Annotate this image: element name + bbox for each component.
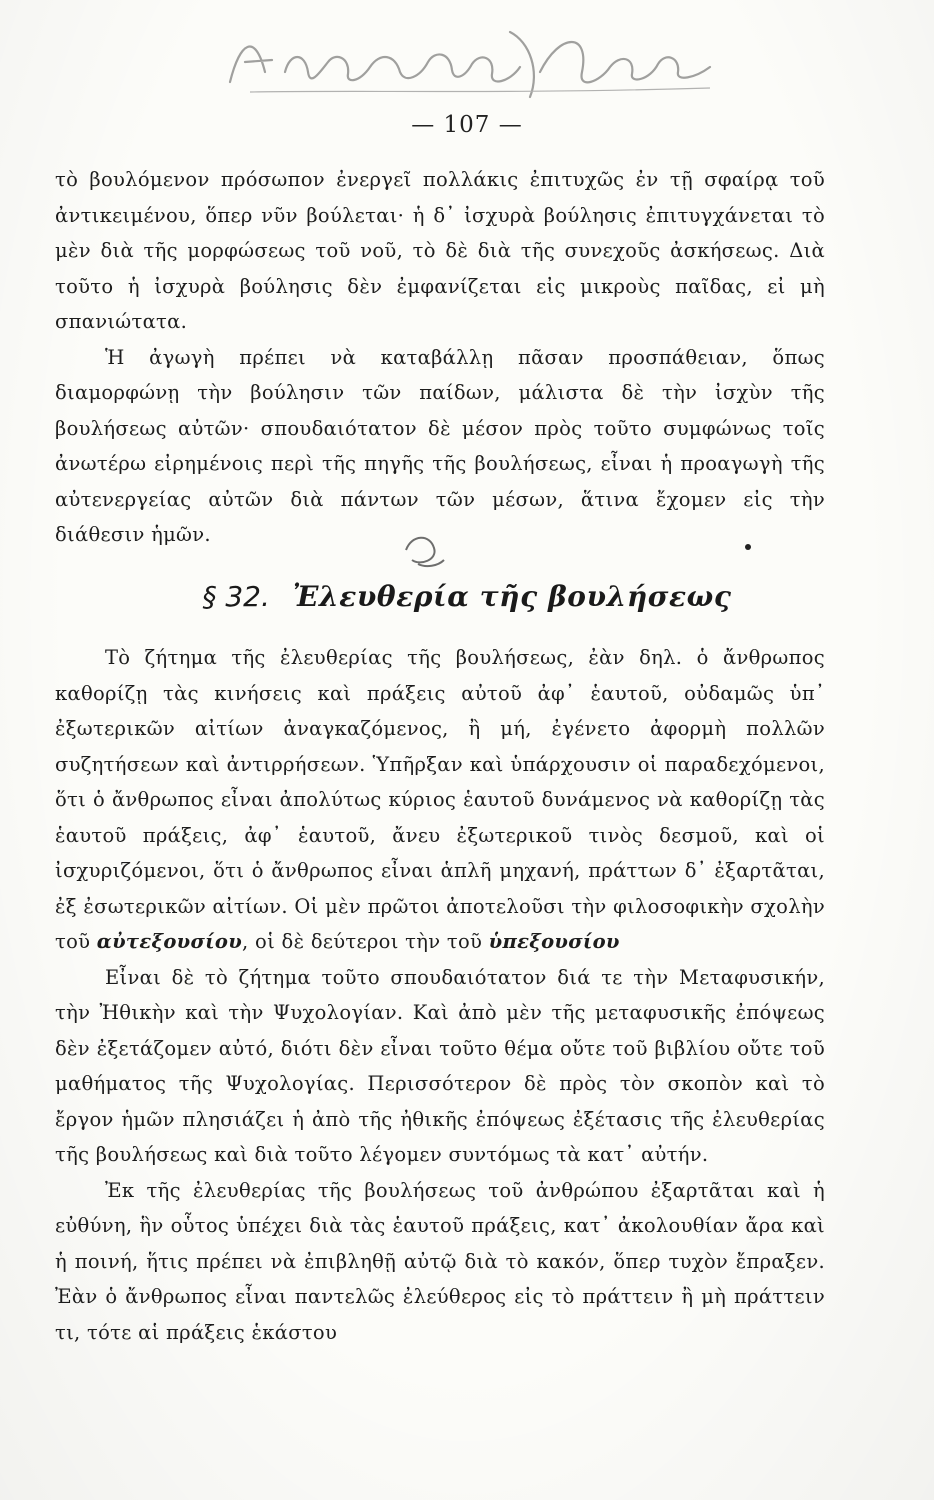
paragraph-text: , οἱ δὲ δεύτεροι τὴν τοῦ <box>242 930 483 953</box>
term-ypexousiou: ὑπεξουσίου <box>488 930 620 953</box>
paragraph-freedom-question <box>55 640 825 960</box>
page-number: — 107 — <box>411 112 523 138</box>
paragraph-importance: Εἶναι δὲ τὸ ζήτημα τοῦτο σπουδαιότατον διά τε τὴν Μεταφυσικήν, τὴν Ἠθικὴν καὶ τὴν Ψυχολογίαν. Καὶ ἀπὸ μὲν τῆς μεταφυσικῆς ἐπόψεως δὲν ἐξετάζομεν αὐτό, διότι δὲν εἶναι τοῦτο θέμα οὔτε τοῦ βιβλίου οὔτε τοῦ μαθήματος τῆς Ψυχολογίας. Περισσότερον δὲ πρὸς τὸν σκοπὸν καὶ τὸ ἔργον ἡμῶν πλησιάζει ἡ ἀπὸ τῆς ἠθικῆς ἐπόψεως ἐξέτασις τῆς ἐλευθερίας τῆς βουλήσεως καὶ διὰ τοῦτο λέγομεν συντόμως τὰ κατ᾿ αὐτήν. <box>55 965 825 1166</box>
handwritten-signature <box>210 12 730 107</box>
section-title: Ἐλευθερία τῆς βουλήσεως <box>292 580 732 613</box>
ink-dot <box>745 544 751 550</box>
paragraph-continued: τὸ βουλόμενον πρόσωπον ἐνεργεῖ πολλάκις ἐπιτυχῶς ἐν τῇ σφαίρᾳ τοῦ ἀντικειμένου, ὅπερ νῦν βούλεται· ἡ δ᾿ ἰσχυρὰ βούλησις ἐπιτυγχάνεται τὸ μὲν διὰ τῆς μορφώσεως τοῦ νοῦ, τὸ δὲ διὰ τῆς συνεχοῦς ἀσκήσεως. Διὰ τοῦτο ἡ ἰσχυρὰ βούλησις δὲν ἐμφανίζεται εἰς μικροὺς παῖδας, εἰ μὴ σπανιώτατα. <box>55 168 825 333</box>
section-number: § 32. <box>202 580 270 613</box>
text-block-bottom <box>55 640 825 1350</box>
paragraph-responsibility: Ἐκ τῆς ἐλευθερίας τῆς βουλήσεως τοῦ ἀνθρώπου ἐξαρτᾶται καὶ ἡ εὐθύνη, ἣν οὗτος ὑπέχει διὰ τὰς ἑαυτοῦ πράξεις, κατ᾿ ἀκολουθίαν ἄρα καὶ ἡ ποινή, ἥτις πρέπει νὰ ἐπιβληθῇ αὐτῷ διὰ τὸ κακόν, ὅπερ τυχὸν ἔπραξεν. Ἐὰν ὁ ἄνθρωπος εἶναι παντελῶς ἐλεύθερος εἰς τὸ πράττειν ἢ μὴ πράττειν τι, τότε αἱ πράξεις ἑκάστου <box>55 1178 825 1344</box>
section-heading <box>0 580 934 613</box>
text-block-top <box>55 162 825 553</box>
ink-scribble-mark <box>400 530 448 570</box>
term-autexousiou: αὐτεξουσίου <box>96 930 243 953</box>
paragraph-education: Ἡ ἀγωγὴ πρέπει νὰ καταβάλλῃ πᾶσαν προσπάθειαν, ὅπως διαμορφώνῃ τὴν βούλησιν τῶν παίδων, μάλιστα δὲ τὴν ἰσχὺν τῆς βουλήσεως αὐτῶν· σπουδαιότατον δὲ μέσον πρὸς τοῦτο συμφώνως τοῖς ἀνωτέρω εἰρημένοις περὶ τῆς πηγῆς τῆς βουλήσεως, εἶναι ἡ προαγωγὴ τῆς αὐτενεργείας αὐτῶν διὰ πάντων τῶν μέσων, ἅτινα ἔχομεν εἰς τὴν διάθεσιν ἡμῶν. <box>55 345 825 546</box>
paragraph-text: Τὸ ζήτημα τῆς ἐλευθερίας τῆς βουλήσεως, ἐὰν δηλ. ὁ ἄνθρωπος καθορίζῃ τὰς κινήσεις καὶ πράξεις αὐτοῦ ἀφ᾿ ἑαυτοῦ, οὐδαμῶς ὑπ᾿ ἐξωτερικῶν αἰτίων ἀναγκαζόμενος, ἢ μή, ἐγένετο ἀφορμὴ πολλῶν συζητήσεων καὶ ἀντιρρήσεων. Ὑπῆρξαν καὶ ὑπάρχουσιν οἱ παραδεχόμενοι, ὅτι ὁ ἄνθρωπος εἶναι ἀπολύτως κύριος ἑαυτοῦ δυνάμενος νὰ καθορίζῃ τὰς ἑαυτοῦ πράξεις, ἀφ᾿ ἑαυτοῦ, ἄνευ ἐξωτερικοῦ τινὸς δεσμοῦ, καὶ οἱ ἰσχυριζόμενοι, ὅτι ὁ ἄνθρωπος εἶναι ἁπλῆ μηχανή, πράττων δ᾿ ἐξαρτᾶται, ἐξ ἐσωτερικῶν αἰτίων. Οἱ μὲν πρῶτοι ἀποτελοῦσι τὴν φιλοσοφικὴν σχολὴν τοῦ <box>55 646 825 953</box>
